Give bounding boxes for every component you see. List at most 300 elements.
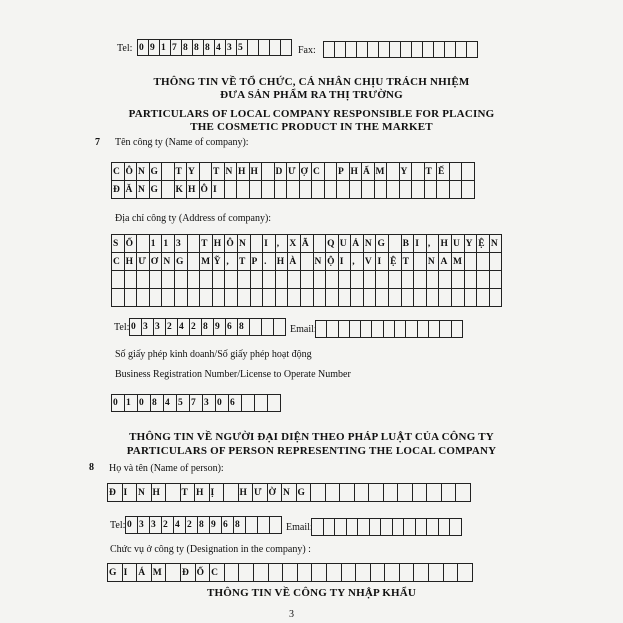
char-box[interactable]	[326, 484, 341, 502]
char-box[interactable]: T	[425, 163, 438, 181]
char-box[interactable]	[225, 289, 238, 307]
char-box[interactable]	[400, 181, 413, 199]
char-box[interactable]	[418, 321, 429, 338]
char-box[interactable]	[477, 271, 490, 289]
char-box[interactable]: 4	[164, 395, 177, 412]
char-box[interactable]	[326, 289, 339, 307]
char-box[interactable]	[242, 395, 255, 412]
char-box[interactable]: Ư	[137, 253, 150, 271]
char-box[interactable]: 3	[150, 517, 162, 534]
char-box[interactable]: H	[213, 235, 226, 253]
char-box[interactable]: Ố	[196, 564, 211, 582]
char-box[interactable]: Đ	[181, 564, 196, 582]
company-name-grid[interactable]	[111, 162, 475, 199]
char-box[interactable]	[406, 321, 417, 338]
char-box[interactable]: ,	[351, 253, 364, 271]
char-box[interactable]	[251, 289, 264, 307]
char-box[interactable]: 8	[238, 319, 250, 336]
char-box[interactable]	[175, 271, 188, 289]
char-box[interactable]	[335, 519, 347, 536]
char-box[interactable]: N	[490, 235, 503, 253]
char-box[interactable]: .	[263, 253, 276, 271]
char-box[interactable]: 0	[216, 395, 229, 412]
char-box[interactable]	[452, 271, 465, 289]
char-box[interactable]: Ư	[253, 484, 268, 502]
char-box[interactable]: 0	[138, 395, 151, 412]
char-box[interactable]: Ô	[125, 163, 138, 181]
tel-grid-top[interactable]	[137, 39, 292, 56]
char-box[interactable]	[384, 321, 395, 338]
char-box[interactable]	[314, 289, 327, 307]
char-box[interactable]: H	[152, 484, 167, 502]
char-box[interactable]: 2	[162, 517, 174, 534]
char-box[interactable]	[166, 564, 181, 582]
char-box[interactable]	[371, 564, 386, 582]
char-box[interactable]: 7	[190, 395, 203, 412]
char-box[interactable]	[439, 271, 452, 289]
license-grid[interactable]	[111, 394, 281, 412]
char-box[interactable]	[401, 42, 412, 58]
char-box[interactable]: 6	[222, 517, 234, 534]
char-box[interactable]: Y	[400, 163, 413, 181]
char-box[interactable]: N	[427, 253, 440, 271]
char-box[interactable]	[434, 42, 445, 58]
char-box[interactable]	[437, 181, 450, 199]
char-box[interactable]: N	[137, 484, 152, 502]
char-box[interactable]: Ă	[125, 181, 138, 199]
char-box[interactable]: N	[137, 163, 150, 181]
char-box[interactable]	[384, 484, 399, 502]
char-box[interactable]	[268, 395, 281, 412]
char-box[interactable]	[439, 519, 451, 536]
char-box[interactable]: N	[162, 253, 175, 271]
char-box[interactable]: S	[112, 235, 125, 253]
char-box[interactable]	[301, 253, 314, 271]
char-box[interactable]	[467, 42, 478, 58]
char-box[interactable]	[325, 163, 338, 181]
char-box[interactable]	[188, 289, 201, 307]
char-box[interactable]: G	[150, 163, 163, 181]
char-box[interactable]	[402, 289, 415, 307]
char-box[interactable]: H	[237, 163, 250, 181]
char-box[interactable]: 3	[203, 395, 216, 412]
char-box[interactable]: 1	[125, 395, 138, 412]
char-box[interactable]: 0	[130, 319, 142, 336]
char-box[interactable]	[376, 271, 389, 289]
char-box[interactable]	[225, 181, 238, 199]
char-box[interactable]	[137, 235, 150, 253]
char-box[interactable]	[225, 271, 238, 289]
char-box[interactable]	[262, 163, 275, 181]
char-box[interactable]	[311, 484, 326, 502]
char-box[interactable]: T	[200, 235, 213, 253]
char-box[interactable]: 3	[142, 319, 154, 336]
char-box[interactable]: Ô	[200, 181, 213, 199]
char-box[interactable]	[347, 519, 359, 536]
char-box[interactable]	[372, 321, 383, 338]
char-box[interactable]	[402, 271, 415, 289]
char-box[interactable]	[312, 564, 327, 582]
person-email-grid[interactable]	[311, 518, 462, 536]
char-box[interactable]: Ố	[125, 235, 138, 253]
char-box[interactable]	[275, 181, 288, 199]
char-box[interactable]: 8	[151, 395, 164, 412]
char-box[interactable]: Ô	[225, 235, 238, 253]
char-box[interactable]: X	[288, 235, 301, 253]
char-box[interactable]	[490, 253, 503, 271]
char-box[interactable]	[355, 484, 370, 502]
char-box[interactable]	[225, 564, 240, 582]
char-box[interactable]	[452, 289, 465, 307]
char-box[interactable]	[364, 271, 377, 289]
char-box[interactable]: C	[112, 253, 125, 271]
char-box[interactable]	[387, 163, 400, 181]
char-box[interactable]	[259, 40, 270, 56]
char-box[interactable]: 9	[210, 517, 222, 534]
person-name-grid[interactable]	[107, 483, 471, 502]
char-box[interactable]	[188, 235, 201, 253]
char-box[interactable]	[112, 271, 125, 289]
char-box[interactable]	[423, 42, 434, 58]
char-box[interactable]: Ế	[437, 163, 450, 181]
char-box[interactable]: N	[238, 235, 251, 253]
char-box[interactable]: U	[339, 235, 352, 253]
char-box[interactable]: H	[195, 484, 210, 502]
char-box[interactable]: H	[250, 163, 263, 181]
char-box[interactable]: 3	[154, 319, 166, 336]
char-box[interactable]	[239, 564, 254, 582]
char-box[interactable]: Á	[137, 564, 152, 582]
char-box[interactable]: I	[414, 235, 427, 253]
char-box[interactable]: 0	[112, 395, 125, 412]
char-box[interactable]: I	[212, 181, 225, 199]
char-box[interactable]: 1	[162, 235, 175, 253]
char-box[interactable]	[224, 484, 239, 502]
char-box[interactable]	[262, 319, 274, 336]
char-box[interactable]	[288, 289, 301, 307]
char-box[interactable]: T	[175, 163, 188, 181]
company-email-grid[interactable]	[315, 320, 463, 338]
char-box[interactable]	[162, 289, 175, 307]
char-box[interactable]	[442, 484, 457, 502]
char-box[interactable]	[450, 519, 462, 536]
char-box[interactable]: V	[364, 253, 377, 271]
char-box[interactable]	[270, 40, 281, 56]
char-box[interactable]	[429, 321, 440, 338]
char-box[interactable]	[314, 235, 327, 253]
char-box[interactable]	[462, 181, 475, 199]
char-box[interactable]	[412, 163, 425, 181]
char-box[interactable]	[381, 519, 393, 536]
char-box[interactable]	[246, 517, 258, 534]
char-box[interactable]: C	[312, 163, 325, 181]
char-box[interactable]: Ợ	[300, 163, 313, 181]
char-box[interactable]	[456, 42, 467, 58]
char-box[interactable]: 0	[138, 40, 149, 56]
char-box[interactable]: Ệ	[477, 235, 490, 253]
char-box[interactable]	[379, 42, 390, 58]
char-box[interactable]: B	[402, 235, 415, 253]
char-box[interactable]: N	[225, 163, 238, 181]
char-box[interactable]: 9	[214, 319, 226, 336]
char-box[interactable]: T	[402, 253, 415, 271]
char-box[interactable]	[255, 395, 268, 412]
char-box[interactable]: À	[288, 253, 301, 271]
char-box[interactable]: 6	[229, 395, 242, 412]
char-box[interactable]	[368, 42, 379, 58]
char-box[interactable]: I	[376, 253, 389, 271]
char-box[interactable]	[456, 484, 471, 502]
char-box[interactable]	[425, 181, 438, 199]
char-box[interactable]	[439, 289, 452, 307]
char-box[interactable]	[274, 319, 286, 336]
char-box[interactable]	[361, 321, 372, 338]
char-box[interactable]	[188, 271, 201, 289]
char-box[interactable]: K	[175, 181, 188, 199]
char-box[interactable]	[339, 289, 352, 307]
char-box[interactable]	[445, 42, 456, 58]
char-box[interactable]: Y	[465, 235, 478, 253]
char-box[interactable]	[287, 181, 300, 199]
char-box[interactable]: Q	[326, 235, 339, 253]
char-box[interactable]: C	[112, 163, 125, 181]
char-box[interactable]: H	[350, 163, 363, 181]
char-box[interactable]: P	[337, 163, 350, 181]
char-box[interactable]	[324, 519, 336, 536]
char-box[interactable]: Ẩ	[362, 163, 375, 181]
char-box[interactable]	[258, 517, 270, 534]
char-box[interactable]	[490, 271, 503, 289]
char-box[interactable]	[200, 163, 213, 181]
char-box[interactable]: H	[125, 253, 138, 271]
char-box[interactable]	[458, 564, 473, 582]
char-box[interactable]: 7	[171, 40, 182, 56]
char-box[interactable]: 5	[237, 40, 248, 56]
char-box[interactable]: Ị	[210, 484, 225, 502]
char-box[interactable]	[270, 517, 282, 534]
char-box[interactable]	[340, 484, 355, 502]
char-box[interactable]: P	[251, 253, 264, 271]
char-box[interactable]	[263, 271, 276, 289]
char-box[interactable]	[238, 271, 251, 289]
char-box[interactable]: 9	[149, 40, 160, 56]
char-box[interactable]	[427, 289, 440, 307]
char-box[interactable]	[316, 321, 327, 338]
char-box[interactable]	[250, 181, 263, 199]
char-box[interactable]	[200, 271, 213, 289]
char-box[interactable]	[376, 289, 389, 307]
char-box[interactable]	[238, 289, 251, 307]
char-box[interactable]: 2	[186, 517, 198, 534]
char-box[interactable]	[213, 289, 226, 307]
char-box[interactable]: I	[123, 564, 138, 582]
char-box[interactable]	[175, 289, 188, 307]
char-box[interactable]	[250, 319, 262, 336]
char-box[interactable]	[327, 564, 342, 582]
char-box[interactable]: 2	[166, 319, 178, 336]
char-box[interactable]: 8	[202, 319, 214, 336]
char-box[interactable]	[414, 289, 427, 307]
char-box[interactable]	[414, 253, 427, 271]
char-box[interactable]	[301, 271, 314, 289]
char-box[interactable]: I	[339, 253, 352, 271]
char-box[interactable]	[137, 271, 150, 289]
char-box[interactable]	[444, 564, 459, 582]
char-box[interactable]: M	[375, 163, 388, 181]
char-box[interactable]	[356, 564, 371, 582]
char-box[interactable]	[395, 321, 406, 338]
char-box[interactable]	[400, 564, 415, 582]
char-box[interactable]	[288, 271, 301, 289]
char-box[interactable]: G	[376, 235, 389, 253]
char-box[interactable]: 8	[198, 517, 210, 534]
char-box[interactable]	[162, 271, 175, 289]
char-box[interactable]	[465, 271, 478, 289]
char-box[interactable]	[166, 484, 181, 502]
char-box[interactable]: G	[150, 181, 163, 199]
char-box[interactable]: M	[452, 253, 465, 271]
char-box[interactable]: M	[152, 564, 167, 582]
char-box[interactable]	[350, 181, 363, 199]
char-box[interactable]	[150, 271, 163, 289]
char-box[interactable]: 0	[126, 517, 138, 534]
char-box[interactable]: M	[200, 253, 213, 271]
char-box[interactable]: Ã	[301, 235, 314, 253]
char-box[interactable]	[276, 271, 289, 289]
char-box[interactable]	[416, 519, 428, 536]
char-box[interactable]: A	[439, 253, 452, 271]
char-box[interactable]: Đ	[112, 181, 125, 199]
char-box[interactable]	[283, 564, 298, 582]
char-box[interactable]: 8	[234, 517, 246, 534]
char-box[interactable]: Y	[187, 163, 200, 181]
char-box[interactable]	[413, 484, 428, 502]
char-box[interactable]	[414, 564, 429, 582]
char-box[interactable]	[385, 564, 400, 582]
char-box[interactable]	[200, 289, 213, 307]
char-box[interactable]	[324, 42, 335, 58]
char-box[interactable]	[346, 42, 357, 58]
char-box[interactable]	[342, 564, 357, 582]
char-box[interactable]: T	[238, 253, 251, 271]
char-box[interactable]: 4	[215, 40, 226, 56]
char-box[interactable]	[477, 289, 490, 307]
char-box[interactable]	[254, 564, 269, 582]
char-box[interactable]	[387, 181, 400, 199]
char-box[interactable]	[137, 289, 150, 307]
char-box[interactable]	[427, 484, 442, 502]
char-box[interactable]: 2	[190, 319, 202, 336]
char-box[interactable]	[237, 181, 250, 199]
char-box[interactable]: Ờ	[268, 484, 283, 502]
char-box[interactable]: ,	[427, 235, 440, 253]
char-box[interactable]	[314, 271, 327, 289]
char-box[interactable]: Ệ	[389, 253, 402, 271]
char-box[interactable]	[301, 289, 314, 307]
char-box[interactable]	[298, 564, 313, 582]
char-box[interactable]	[490, 289, 503, 307]
char-box[interactable]	[357, 42, 368, 58]
char-box[interactable]: N	[314, 253, 327, 271]
char-box[interactable]: Ư	[287, 163, 300, 181]
char-box[interactable]	[325, 181, 338, 199]
char-box[interactable]: ,	[276, 235, 289, 253]
char-box[interactable]: Ơ	[150, 253, 163, 271]
char-box[interactable]: ,	[225, 253, 238, 271]
char-box[interactable]	[337, 181, 350, 199]
char-box[interactable]: Ộ	[326, 253, 339, 271]
char-box[interactable]	[351, 271, 364, 289]
char-box[interactable]: Đ	[108, 484, 123, 502]
char-box[interactable]: N	[282, 484, 297, 502]
char-box[interactable]: H	[276, 253, 289, 271]
char-box[interactable]: Ỹ	[213, 253, 226, 271]
char-box[interactable]	[263, 289, 276, 307]
char-box[interactable]: G	[297, 484, 312, 502]
char-box[interactable]	[162, 163, 175, 181]
char-box[interactable]	[369, 484, 384, 502]
char-box[interactable]	[351, 289, 364, 307]
char-box[interactable]	[312, 519, 324, 536]
char-box[interactable]	[251, 235, 264, 253]
char-box[interactable]: 6	[226, 319, 238, 336]
char-box[interactable]	[300, 181, 313, 199]
char-box[interactable]	[162, 181, 175, 199]
char-box[interactable]: D	[275, 163, 288, 181]
char-box[interactable]	[427, 271, 440, 289]
char-box[interactable]	[125, 289, 138, 307]
char-box[interactable]	[364, 289, 377, 307]
char-box[interactable]	[440, 321, 451, 338]
char-box[interactable]	[339, 321, 350, 338]
char-box[interactable]	[427, 519, 439, 536]
char-box[interactable]	[404, 519, 416, 536]
char-box[interactable]: I	[123, 484, 138, 502]
char-box[interactable]	[450, 163, 463, 181]
company-address-grid[interactable]	[111, 234, 502, 307]
char-box[interactable]	[362, 181, 375, 199]
char-box[interactable]	[465, 289, 478, 307]
char-box[interactable]: H	[187, 181, 200, 199]
fax-grid[interactable]	[323, 41, 478, 58]
char-box[interactable]: 8	[193, 40, 204, 56]
char-box[interactable]	[370, 519, 382, 536]
char-box[interactable]	[335, 42, 346, 58]
char-box[interactable]	[358, 519, 370, 536]
char-box[interactable]: 5	[177, 395, 190, 412]
char-box[interactable]	[251, 271, 264, 289]
char-box[interactable]: 3	[226, 40, 237, 56]
char-box[interactable]: I	[263, 235, 276, 253]
char-box[interactable]	[262, 181, 275, 199]
char-box[interactable]	[389, 289, 402, 307]
char-box[interactable]	[350, 321, 361, 338]
char-box[interactable]: U	[452, 235, 465, 253]
char-box[interactable]	[389, 235, 402, 253]
char-box[interactable]	[462, 163, 475, 181]
char-box[interactable]: 8	[182, 40, 193, 56]
char-box[interactable]	[412, 181, 425, 199]
char-box[interactable]: H	[239, 484, 254, 502]
char-box[interactable]	[390, 42, 401, 58]
char-box[interactable]	[213, 271, 226, 289]
char-box[interactable]: N	[364, 235, 377, 253]
char-box[interactable]	[326, 271, 339, 289]
char-box[interactable]	[389, 271, 402, 289]
char-box[interactable]: 8	[204, 40, 215, 56]
char-box[interactable]: 3	[175, 235, 188, 253]
char-box[interactable]: C	[210, 564, 225, 582]
